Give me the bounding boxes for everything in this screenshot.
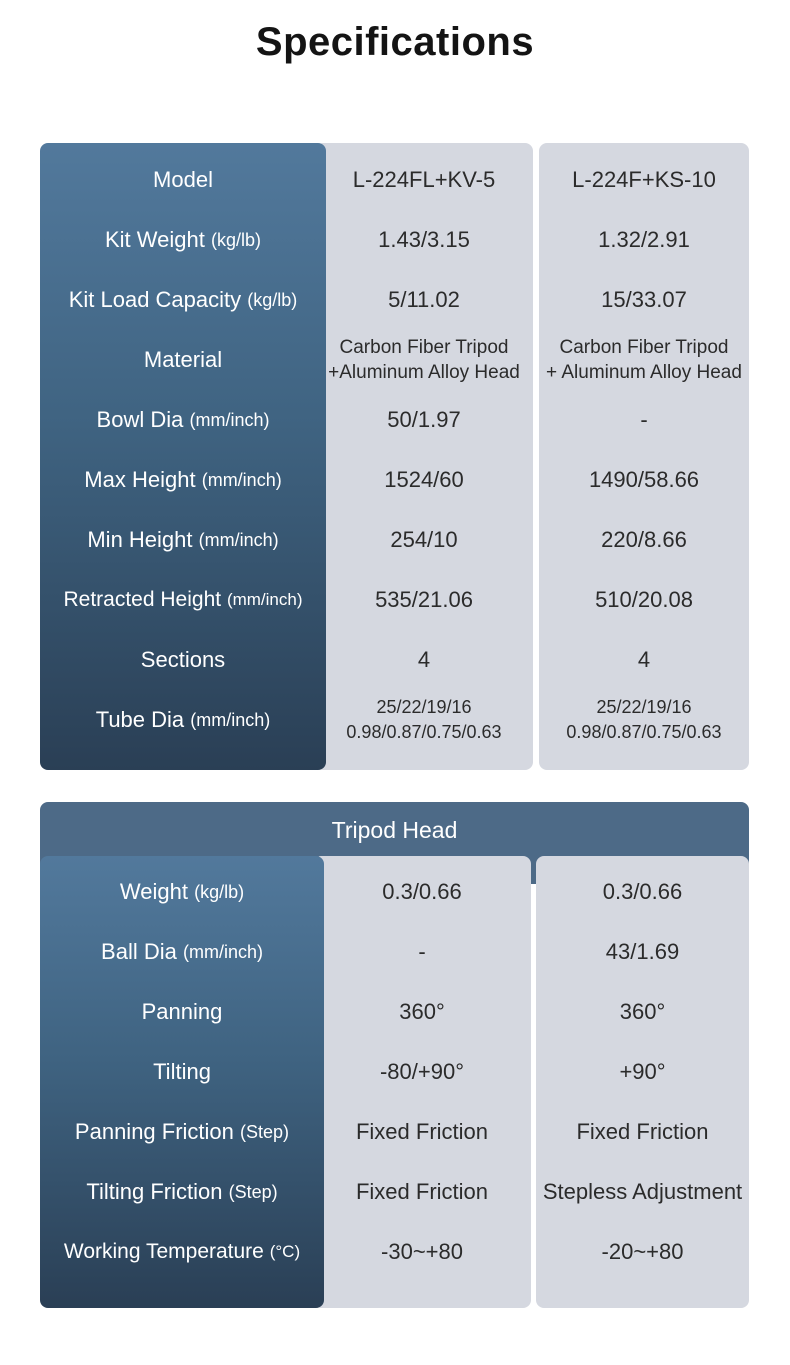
label-text: Kit Weight [105, 227, 205, 252]
head-label-temperature [40, 1222, 324, 1282]
kit-label-bowl [40, 390, 326, 450]
head-value-pan-friction-b: Fixed Friction [576, 1119, 709, 1144]
head-label-tilt-friction [40, 1162, 324, 1222]
label-text: Model [153, 167, 213, 192]
kit-column-model-b [539, 143, 749, 770]
kit-value-tube-b [539, 690, 749, 750]
head-label-pan-friction [40, 1102, 324, 1162]
kit-value-model-b: L-224F+KS-10 [572, 167, 716, 192]
kit-label-model [40, 150, 326, 210]
head-value-tilting-a: -80/+90° [379, 1059, 465, 1084]
head-value-ball-b: 43/1.69 [605, 939, 680, 964]
tube-line-2: 0.98/0.87/0.75/0.63 [346, 722, 502, 742]
label-text: Min Height [87, 527, 193, 552]
label-unit: (Step) [228, 1181, 278, 1202]
head-value-tilt-friction-b: Stepless Adjustment [542, 1179, 743, 1204]
head-value-panning-b: 360° [619, 999, 666, 1024]
kit-label-retracted [40, 570, 326, 630]
kit-label-min-height [40, 510, 326, 570]
label-text: Ball Dia [101, 939, 177, 964]
label-unit: (°C) [269, 1242, 301, 1261]
kit-value-tube-a [315, 690, 533, 750]
material-line-2: + Aluminum Alloy Head [546, 362, 742, 383]
kit-value-retracted-a: 535/21.06 [375, 587, 473, 612]
label-unit: (mm/inch) [198, 529, 279, 550]
kit-value-material-a [315, 330, 533, 390]
kit-label-load [40, 270, 326, 330]
label-text: Tube Dia [95, 707, 185, 732]
kit-label-max-height [40, 450, 326, 510]
material-line-1: Carbon Fiber Tripod [559, 337, 729, 358]
head-label-panning [40, 982, 324, 1042]
head-label-column [40, 856, 324, 1308]
label-unit: (mm/inch) [226, 590, 303, 609]
label-text: Max Height [84, 467, 196, 492]
label-unit: (mm/inch) [182, 941, 263, 962]
head-value-ball-a: - [418, 939, 426, 964]
kit-value-load-a: 5/11.02 [388, 287, 460, 312]
label-text: Tilting [153, 1059, 211, 1084]
label-text: Working Temperature [63, 1240, 264, 1263]
kit-label-material [40, 330, 326, 390]
kit-label-sections [40, 630, 326, 690]
tube-line-1: 25/22/19/16 [376, 697, 472, 717]
head-value-weight-a: 0.3/0.66 [382, 879, 462, 904]
page-title: Specifications [255, 20, 535, 64]
kit-value-min-height-b: 220/8.66 [601, 527, 687, 552]
label-text: Kit Load Capacity [68, 287, 242, 312]
head-value-weight-b: 0.3/0.66 [602, 879, 683, 904]
label-text: Tilting Friction [86, 1179, 223, 1204]
kit-value-sections-a: 4 [417, 647, 431, 672]
label-text: Material [143, 347, 223, 372]
material-line-2: +Aluminum Alloy Head [328, 362, 520, 383]
label-unit: (kg/lb) [247, 289, 298, 310]
label-text: Panning [141, 999, 223, 1024]
head-label-ball [40, 922, 324, 982]
kit-value-min-height-a: 254/10 [390, 527, 458, 552]
kit-label-tube [40, 690, 326, 750]
kit-label-weight [40, 210, 326, 270]
head-column-model-a [313, 856, 531, 1308]
label-unit: (Step) [240, 1121, 290, 1142]
kit-value-retracted-b: 510/20.08 [595, 587, 693, 612]
kit-value-bowl-a: 50/1.97 [387, 407, 461, 432]
head-value-temperature-a: -30~+80 [381, 1239, 463, 1264]
kit-value-max-height-a: 1524/60 [384, 467, 464, 492]
label-text: Sections [140, 647, 226, 672]
label-unit: (mm/inch) [201, 469, 282, 490]
label-unit: (mm/inch) [190, 709, 271, 730]
head-column-model-b [536, 856, 749, 1308]
kit-column-model-a [315, 143, 533, 770]
label-unit: (kg/lb) [210, 229, 261, 250]
kit-value-sections-b: 4 [637, 647, 651, 672]
label-unit: (mm/inch) [189, 409, 270, 430]
tube-line-1: 25/22/19/16 [596, 697, 692, 717]
kit-value-load-b: 15/33.07 [601, 287, 687, 312]
kit-value-weight-a: 1.43/3.15 [378, 227, 470, 252]
kit-value-model-a: L-224FL+KV-5 [352, 167, 496, 192]
tube-line-2: 0.98/0.87/0.75/0.63 [566, 722, 722, 742]
head-value-pan-friction-a: Fixed Friction [355, 1119, 489, 1144]
head-label-weight [40, 862, 324, 922]
label-text: Weight [119, 879, 188, 904]
head-value-temperature-b: -20~+80 [601, 1239, 684, 1264]
head-value-panning-a: 360° [399, 999, 445, 1024]
label-text: Retracted Height [63, 588, 222, 611]
kit-value-material-b [539, 330, 749, 390]
label-unit: (kg/lb) [194, 881, 245, 902]
kit-label-column [40, 143, 326, 770]
kit-value-weight-b: 1.32/2.91 [598, 227, 690, 252]
kit-value-max-height-b: 1490/58.66 [588, 467, 700, 492]
material-line-1: Carbon Fiber Tripod [339, 337, 509, 358]
head-value-tilting-b: +90° [619, 1059, 666, 1084]
tripod-head-title: Tripod Head [331, 816, 458, 843]
head-value-tilt-friction-a: Fixed Friction [355, 1179, 489, 1204]
head-label-tilting [40, 1042, 324, 1102]
kit-value-bowl-b: - [640, 407, 648, 432]
label-text: Panning Friction [74, 1119, 234, 1144]
label-text: Bowl Dia [96, 407, 184, 432]
